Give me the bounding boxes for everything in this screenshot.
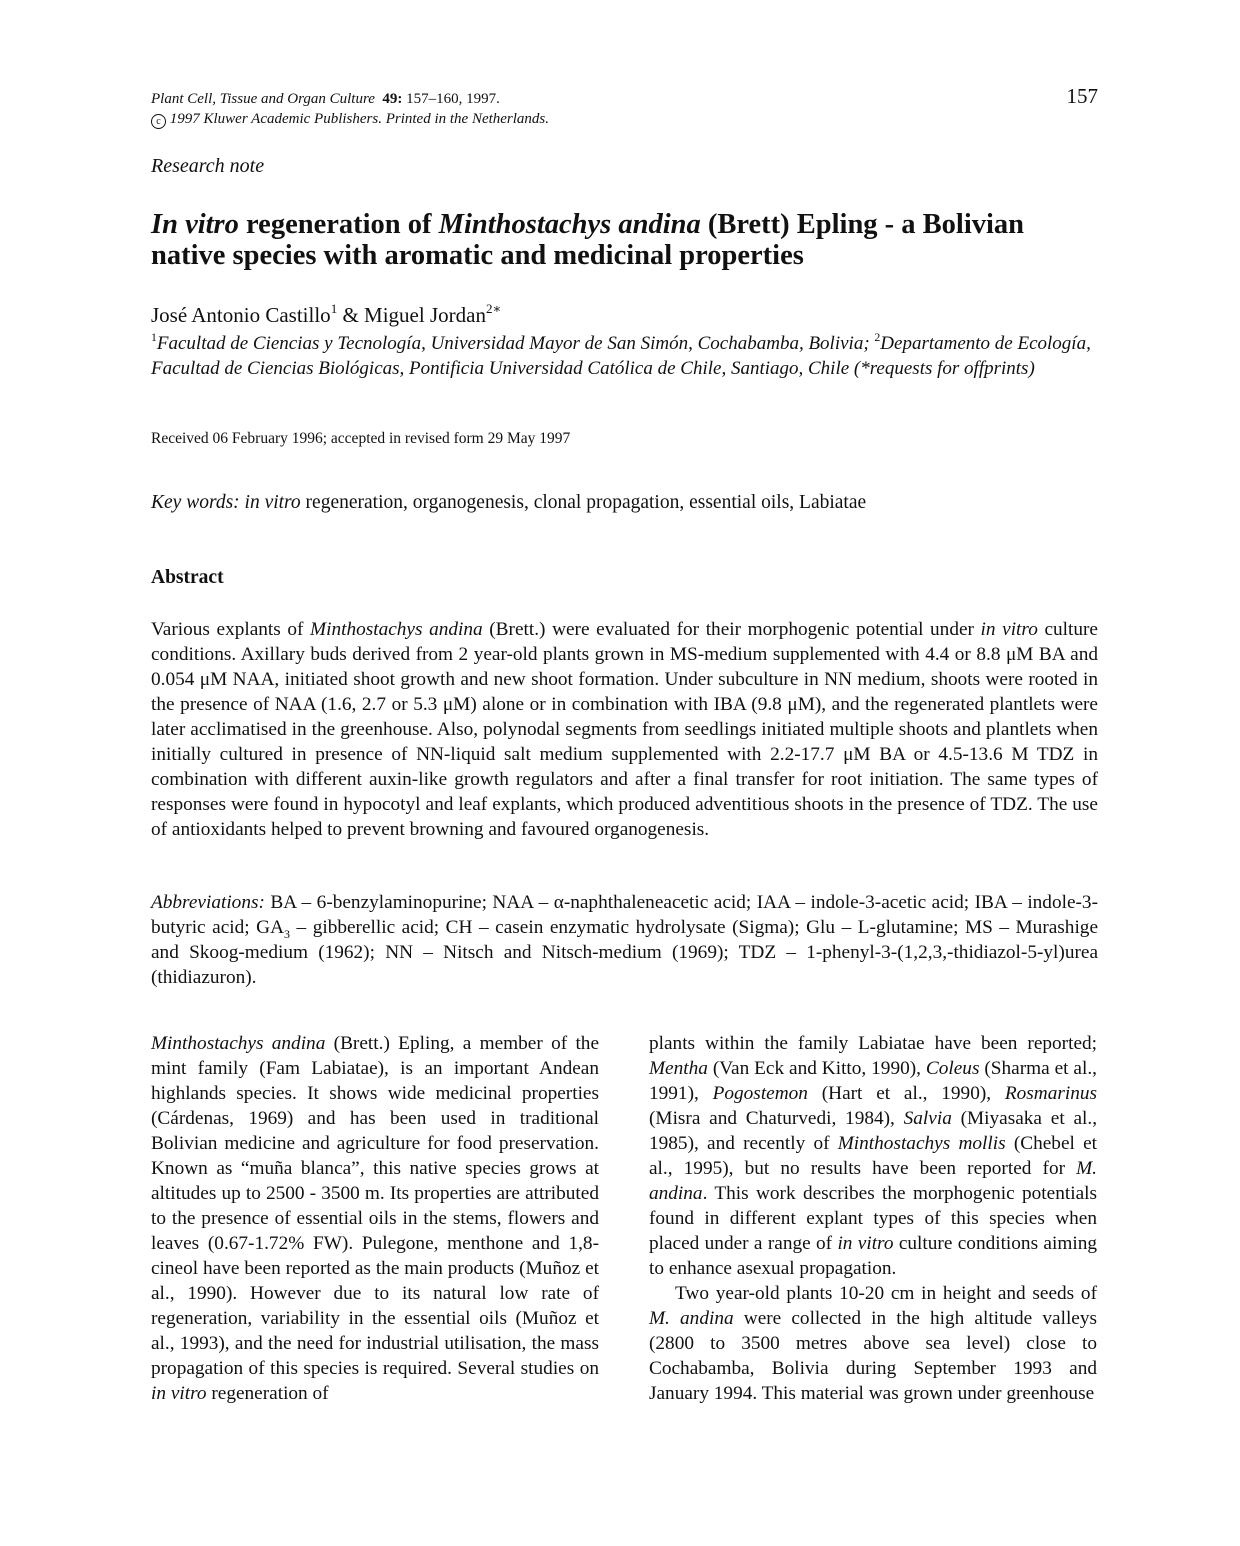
journal-volume: 49: bbox=[382, 91, 403, 107]
journal-pages-year: 157–160, 1997. bbox=[406, 91, 500, 107]
authors: José Antonio Castillo$^1$ & Miguel Jordan$^{2∗}$ bbox=[151, 300, 502, 327]
body-paragraph: Minthostachys andina (Brett.) Epling, a member of the mint family (Fam Labiatae), is an important Andean highlands species. It shows wide medicinal properties (Cárdenas, 1969) and has been used in traditional Bolivian medicine and agriculture for food preservation. Known as “muña blanca”, this native species grows at altitudes up to 2500 - 3500 m. Its properties are attributed to the presence of essential oils in the stems, flowers and leaves (0.67-1.72% FW). Pulegone, menthone and 1,8-cineol have been reported as the main products (Muñoz et al., 1990). However due to its natural low rate of regeneration, variability in the essential oils (Muñoz et al., 1993), and the need for industrial utilisation, the mass propagation of this species is required. Several studies on in vitro regeneration of bbox=[151, 1033, 600, 1404]
body-column-left bbox=[151, 1031, 599, 1406]
article-title: In vitro regeneration of Minthostachys andina (Brett) Epling - a Bolivian native species with aromatic and medicinal properties bbox=[151, 209, 1025, 271]
body-paragraph: Two year-old plants 10-20 cm in height and seeds of M. andina were collected in the high altitude valleys (2800 to 3500 metres above sea level) close to Cochabamba, Bolivia during September 1993 and January 1994. This material was grown under greenhouse bbox=[649, 1283, 1098, 1404]
abbreviations: Abbreviations: BA – 6-benzylaminopurine; NAA – α-naphthaleneacetic acid; IAA – indole-3-acetic acid; IBA – indole-3-butyric acid; $GA_3$ – gibberellic acid; CH – casein enzymatic hydrolysate (Sigma); Glu – L-glutamine; MS – Murashige and Skoog-medium (1962); NN – Nitsch and Nitsch-medium (1969); TDZ – 1-phenyl-3-(1,2,3,-thidiazol-5-yl)urea (thidiazuron). bbox=[151, 892, 1098, 988]
abstract-text: Various explants of Minthostachys andina (Brett.) were evaluated for their morphogenic potential under in vitro culture conditions. Axillary buds derived from 2 year-old plants grown in MS-medium supplemented with 4.4 or 8.8 μM BA and 0.054 μM NAA, initiated shoot growth and new shoot formation. Under subculture in NN medium, shoots were rooted in the presence of NAA (1.6, 2.7 or 5.3 μM) alone or in combination with IBA (9.8 μM), and the regenerated plantlets were later acclimatised in the greenhouse. Also, polynodal segments from seedlings initiated multiple shoots and plantlets when initially cultured in presence of NN-liquid salt medium supplemented with 2.2-17.7 μM BA or 4.5-13.6 M TDZ in combination with different auxin-like growth regulators and after a final transfer for root initiation. The same types of responses were found in hypocotyl and leaf explants, which produced adventitious shoots in the presence of TDZ. The use of antioxidants helped to prevent browning and favoured organogenesis. bbox=[151, 619, 1098, 840]
author-name: Miguel Jordan bbox=[364, 303, 486, 327]
body-paragraph: plants within the family Labiatae have been reported; Mentha (Van Eck and Kitto, 1990), Coleus (Sharma et al., 1991), Pogostemon (Hart et al., 1990), Rosmarinus (Misra and Chaturvedi, 1984), Salvia (Miyasaka et al., 1985), and recently of Minthostachys mollis (Chebel et al., 1995), but no results have been reported for M. andina. This work describes the morphogenic potentials found in different explant types of this species when placed under a range of in vitro culture conditions aiming to enhance asexual propagation. bbox=[649, 1033, 1098, 1279]
received-dates: Received 06 February 1996; accepted in revised form 29 May 1997 bbox=[151, 430, 571, 447]
copyright-text: 1997 Kluwer Academic Publishers. Printed in the Netherlands. bbox=[169, 111, 550, 127]
page-number: 157 bbox=[1066, 84, 1098, 108]
article-type: Research note bbox=[151, 155, 265, 177]
keywords-label: Key words: in vitro bbox=[151, 492, 301, 513]
abstract-heading: Abstract bbox=[151, 567, 224, 588]
copyright-symbol: c bbox=[151, 114, 166, 129]
journal-line bbox=[151, 89, 549, 109]
affiliations: $^1$Facultad de Ciencias y Tecnología, Universidad Mayor de San Simón, Cochabamba, Bolivia; $^2$Departamento de Ecología, Facultad de Ciencias Biológicas, Pontificia Universidad Católica de Chile, Santiago, Chile (*requests for offprints) bbox=[151, 330, 1091, 379]
copyright-line bbox=[151, 109, 549, 129]
body-column-right bbox=[649, 1031, 1097, 1406]
author-name: José Antonio Castillo bbox=[151, 303, 331, 327]
journal-name: Plant Cell, Tissue and Organ Culture bbox=[151, 91, 375, 107]
keywords: Key words: in vitro regeneration, organogenesis, clonal propagation, essential oils, Labiatae bbox=[151, 492, 867, 513]
journal-citation bbox=[151, 89, 549, 129]
abbreviations-label: Abbreviations: bbox=[151, 892, 265, 913]
